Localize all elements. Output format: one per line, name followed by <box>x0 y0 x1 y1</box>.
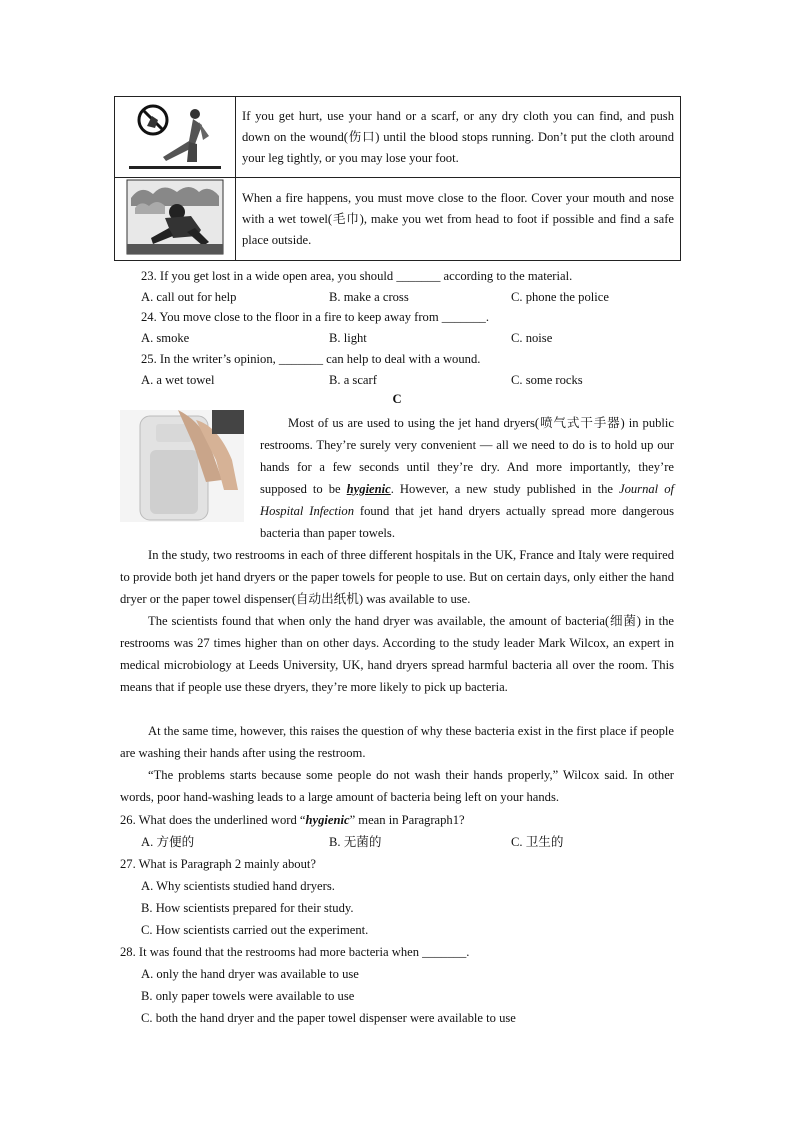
option-28-a: A. only the hand dryer was available to use <box>141 967 359 981</box>
option-25-b: B. a scarf <box>329 373 377 387</box>
question-25: 25. In the writer’s opinion, _______ can help to deal with a wound. <box>141 352 481 366</box>
option-24-b: B. light <box>329 331 367 345</box>
passage-paragraph-4: At the same time, however, this raises the question of why these bacteria exist in the first place if people are washing their hands after using the restroom. <box>120 724 674 760</box>
option-26-b: B. 无菌的 <box>329 835 382 849</box>
option-27-a: A. Why scientists studied hand dryers. <box>141 879 335 893</box>
tip-text: When a fire happens, you must move close to the floor. Cover your mouth and nose with a wet towel(毛巾), make you wet from head to foot if possible and find a safe place outside. <box>236 178 681 261</box>
hand-dryer-image <box>120 410 244 522</box>
table-row <box>115 97 681 178</box>
option-27-c: C. How scientists carried out the experiment. <box>141 923 369 937</box>
question-27: 27. What is Paragraph 2 mainly about? <box>120 857 316 871</box>
question-24: 24. You move close to the floor in a fire to keep away from _______. <box>141 310 490 324</box>
option-26-a: A. 方便的 <box>141 835 195 849</box>
option-25-a: A. a wet towel <box>141 373 215 387</box>
no-climbing-injury-icon <box>123 98 227 172</box>
tip-text: If you get hurt, use your hand or a scarf, or any dry cloth you can find, and push down on the wound(伤口) until the blood stops running. Don’t put the cloth around your leg tightly, or you may lose your foot. <box>236 97 681 178</box>
passage-paragraph-1: Most of us are used to using the jet hand dryers(喷气式干手器) in public restrooms. They’re surely very convenient — all we need to do is to hold up our hands for a few seconds until they’re dry. And more importantly, they’re supposed to be hygienic. However, a new study published in the Journal of Hospital Infection found that jet hand dryers actually spread more dangerous bacteria than paper towels. <box>260 416 675 540</box>
option-23-c: C. phone the police <box>511 290 609 304</box>
journal-title: Journal of Hospital Infection <box>260 482 675 518</box>
tips-table <box>114 96 681 261</box>
passage-paragraph-3: The scientists found that when only the hand dryer was available, the amount of bacteria(细菌) in the restrooms was 27 times higher than on other days. According to the study leader Mark Wilcox, an expert in medical microbiology at Leeds University, UK, hand dryers spread harmful bacteria all over the room. This means that if people use these dryers, they’re more likely to pick up bacteria. <box>120 614 674 694</box>
option-24-a: A. smoke <box>141 331 190 345</box>
option-28-c: C. both the hand dryer and the paper towel dispenser were available to use <box>141 1011 516 1025</box>
question-26: 26. What does the underlined word “hygienic” mean in Paragraph1? <box>120 813 465 827</box>
illustration-cell <box>115 97 236 178</box>
option-28-b: B. only paper towels were available to use <box>141 989 355 1003</box>
option-24-c: C. noise <box>511 331 553 345</box>
option-23-b: B. make a cross <box>329 290 409 304</box>
table-row <box>115 178 681 261</box>
option-27-b: B. How scientists prepared for their study. <box>141 901 354 915</box>
section-heading: C <box>392 392 402 406</box>
underlined-word: hygienic <box>346 482 391 496</box>
question-28: 28. It was found that the restrooms had more bacteria when _______. <box>120 945 470 959</box>
option-25-c: C. some rocks <box>511 373 583 387</box>
passage-paragraph-2: In the study, two restrooms in each of three different hospitals in the UK, France and Italy were required to provide both jet hand dryers or the paper towels for people to use. But on certain days, only either the hand dryer or the paper towel dispenser(自动出纸机) was available to use. <box>120 548 674 606</box>
illustration-cell <box>115 178 236 261</box>
fire-escape-icon <box>125 178 225 256</box>
option-26-c: C. 卫生的 <box>511 835 564 849</box>
option-23-a: A. call out for help <box>141 290 237 304</box>
question-23: 23. If you get lost in a wide open area, you should _______ according to the material. <box>141 269 573 283</box>
passage-paragraph-5: “The problems starts because some people do not wash their hands properly,” Wilcox said. In other words, poor hand-washing leads to a large amount of bacteria being left on your hands. <box>120 768 674 804</box>
